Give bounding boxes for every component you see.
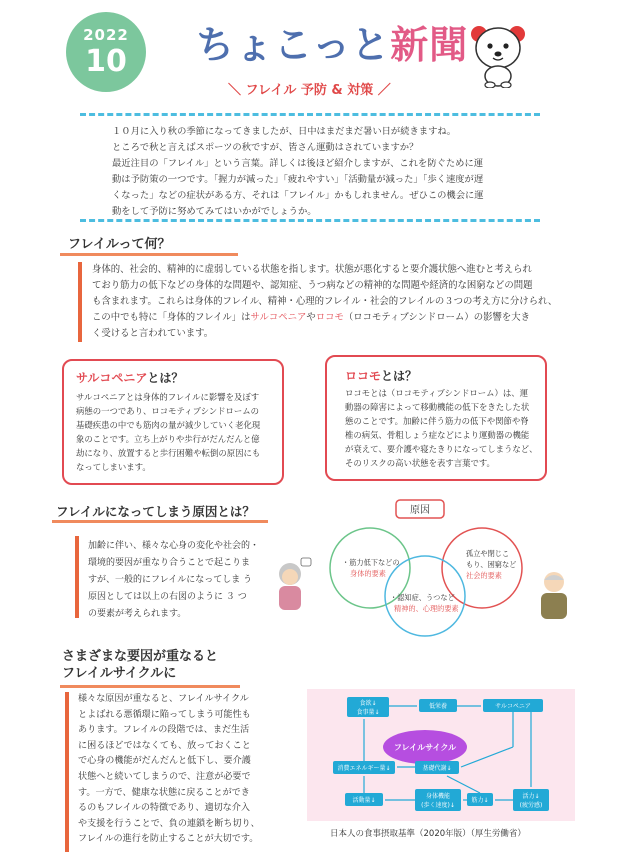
issue-month: 10 — [85, 44, 127, 79]
sarcopenia-text-line-6: なってしまいます。 — [76, 462, 151, 472]
sarcopenia-term: サルコペニア — [250, 312, 307, 323]
locomo-text-line-3: 態のことです。加齢に伴う筋力の低下や関節や脊 — [345, 416, 529, 426]
social-factor-line3: 社会的要素 — [466, 571, 502, 580]
causes-label: 原因 — [410, 505, 430, 516]
frailty-text — [92, 262, 562, 342]
cycle-node-strength-label: 筋力↓ — [471, 797, 489, 804]
intro-text-line-2: ところで秋と言えばスポーツの秋ですが、皆さん運動はされていますか？ — [112, 142, 419, 153]
cycle-text-line-10: フレイルの進行を防止することが大切です。 — [78, 834, 259, 845]
sarcopenia-text-line-1: サルコペニアとは身体的フレイルに影響を及ぼす — [76, 392, 260, 402]
newsletter-title — [196, 14, 468, 69]
sarcopenia-text-line-5: 劫になり、放置すると歩行困難や転倒の原因にも — [76, 448, 261, 458]
mental-factor-line1: ・認知症、うつなど — [390, 593, 455, 602]
locomo-box-text — [345, 386, 541, 470]
cycle-accent-bar — [65, 692, 69, 852]
physical-factor-line2: 身体的要素 — [350, 569, 386, 578]
frailty-text-line-1: 身体的、社会的、精神的に虚弱している状態を指します。状態が悪化すると要介護状態へ進むと考えられ — [92, 264, 532, 275]
cycle-node-physical-function-label2: (歩く速度)↓ — [421, 802, 455, 809]
locomo-box — [325, 355, 547, 481]
causes-text — [88, 538, 268, 623]
locomo-text-line-5: が衰えて、要介護や寝たきりになってしまうなど、 — [345, 444, 538, 454]
cycle-text-line-3: あります。フレイルの段階では、まだ生活 — [78, 725, 250, 736]
cycle-text-line-7: す。一方で、健康な状態に戻ることができ — [78, 787, 250, 798]
newsletter-subtitle: ＼ フレイル 予防 & 対策 ／ — [228, 83, 391, 98]
sarcopenia-box — [62, 359, 284, 485]
cycle-text — [78, 692, 274, 848]
frailty-text-line-3: も含まれます。これらは身体的フレイル、精神・心理的フレイル・社会的フレイルの３つの考え方に分けられ、 — [92, 296, 558, 307]
cycle-node-sarcopenia-label: サルコペニア — [495, 703, 531, 710]
cycle-text-line-2: とよばれる悪循環に陥ってしまう可能性も — [78, 709, 251, 720]
dashed-divider-top — [80, 113, 540, 116]
cycle-node-activity-label: 活動量↓ — [352, 797, 376, 804]
intro-text-line-5: くなった」などの症状がある方、それは「フレイル」かもしれません。ぜひこの機会に運 — [112, 190, 484, 201]
elderly-man-illustration — [541, 572, 567, 619]
intro-text-line-3: 最近注目の「フレイル」という言葉。詳しくは後ほど紹介しますが、これを防ぐために運 — [112, 158, 484, 169]
sarcopenia-text-line-3: 基礎疾患の中でも筋肉の量が減少していく老化現 — [76, 420, 261, 430]
locomo-term: ロコモ — [315, 312, 344, 323]
locomo-box-title: ロコモとは？ — [345, 369, 418, 383]
intro-text — [112, 124, 488, 220]
frailty-heading: フレイルって何？ — [68, 237, 171, 252]
causes-accent-bar — [75, 536, 79, 618]
cycle-heading: さまざまな要因が重なると フレイルサイクルに — [62, 649, 219, 681]
cycle-node-malnutrition-label: 低栄養 — [428, 703, 448, 710]
issue-badge — [66, 12, 146, 92]
frailty-text-line-2: ており筋力の低下などの身体的な問題や、認知症、うつ病などの精神的な問題や経済的な困窮などの問題 — [92, 280, 533, 291]
causes-text-line-5: の要素が考えられます。 — [88, 609, 187, 619]
cycle-text-line-1: 様々な原因が重なると、フレイルサイクル — [78, 694, 249, 704]
frailty-accent-bar — [78, 262, 82, 342]
locomo-text-line-2: 動器の障害によって移動機能の低下をきたした状 — [345, 402, 530, 412]
causes-heading-underline — [52, 520, 268, 523]
cycle-center-label: フレイルサイクル — [393, 743, 457, 752]
sarcopenia-text-line-2: 病態の一つであり、ロコモティブシンドロームの — [76, 406, 260, 416]
title-part1: ちょこっと — [196, 23, 391, 67]
mental-factor-line2: 精神的、心理的要素 — [394, 604, 459, 613]
intro-text-line-1: １０月に入り秋の季節になってきましたが、日中はまだまだ暑い日が続きますね。 — [112, 126, 456, 137]
causes-text-line-3: すが、一般的にフレイルになってしま う — [88, 575, 253, 585]
cycle-node-vitality-label2: (疲労感) — [519, 802, 543, 809]
locomo-text-line-4: 椎の病気、骨粗しょう症などにより運動器の機能 — [345, 430, 530, 440]
intro-text-line-6: 動をして予防に努めてみてはいかがでしょうか。 — [112, 206, 317, 217]
social-factor-line2: もり、困窮など — [466, 560, 517, 569]
cycle-diagram-caption: 日本人の食事摂取基準（2020年版）（厚生労働省） — [330, 829, 526, 839]
frailty-text-line-5: く受けると言われています。 — [92, 328, 214, 339]
dog-mascot-illustration — [468, 20, 528, 88]
causes-heading: フレイルになってしまう原因とは？ — [56, 504, 255, 519]
intro-text-line-4: 動は予防策の一つです。「握力が減った」「疲れやすい」「活動量が減った」「歩く速度が遅 — [112, 174, 484, 185]
cycle-text-line-5: で心身の機能がだんだんと低下し、要介護 — [78, 756, 251, 767]
physical-factor-line1: ・筋力低下などの — [342, 558, 400, 567]
title-part2: 新聞 — [390, 23, 469, 67]
cycle-node-appetite-label2: 食事量↓ — [356, 709, 380, 716]
sarcopenia-box-text — [76, 390, 276, 474]
cycle-node-appetite-label: 食欲↓ — [359, 700, 377, 707]
frailty-cycle-diagram — [307, 689, 575, 821]
social-factor-line1: 孤立や閉じこ — [466, 549, 510, 558]
locomo-text-line-6: そのリスクの高い状態を表す言葉です。 — [345, 458, 495, 468]
frailty-text-line-4: この中でも特に「身体的フレイル」はサルコペニアやロコモ（ロコモティブシンドローム）の影響を大き — [92, 312, 530, 323]
sarcopenia-box-title: サルコペニアとは？ — [76, 371, 184, 385]
cycle-node-metabolism-label: 基礎代謝↓ — [422, 765, 452, 772]
cycle-node-energy-label: 消費エネルギー量↓ — [337, 765, 391, 772]
cycle-text-line-8: るのもフレイルの特徴であり、適切な介入 — [78, 803, 250, 814]
dashed-divider-bottom — [80, 219, 540, 222]
cycle-node-physical-function-label: 身体機能 — [425, 793, 451, 800]
frailty-heading-underline — [60, 253, 238, 256]
cycle-node-vitality-label: 活力↓ — [522, 793, 540, 800]
cycle-text-line-4: に困るほどではなくても、放っておくこと — [78, 740, 251, 751]
causes-text-line-1: 加齢に伴い、様々な心身の変化や社会的・ — [88, 541, 260, 551]
issue-year: 2022 — [83, 26, 129, 44]
causes-venn-diagram — [270, 496, 620, 646]
cycle-heading-underline — [60, 685, 240, 688]
locomo-text-line-1: ロコモとは（ロコモティブシンドローム）は、運 — [345, 388, 529, 398]
sarcopenia-text-line-4: 象のことです。立ち上がりや歩行がだんだんと億 — [76, 434, 260, 444]
cycle-text-line-6: 状態へと続いてしまうので、注意が必要で — [78, 771, 251, 782]
elderly-woman-illustration — [279, 558, 311, 610]
causes-text-line-2: 環境的要因が重なり合うことで起こりま — [88, 558, 251, 568]
cycle-text-line-9: や支援を行うことで、負の連鎖を断ち切り、 — [78, 818, 260, 829]
causes-text-line-4: 原因としては以上の右図のように ３ つ — [88, 592, 247, 602]
